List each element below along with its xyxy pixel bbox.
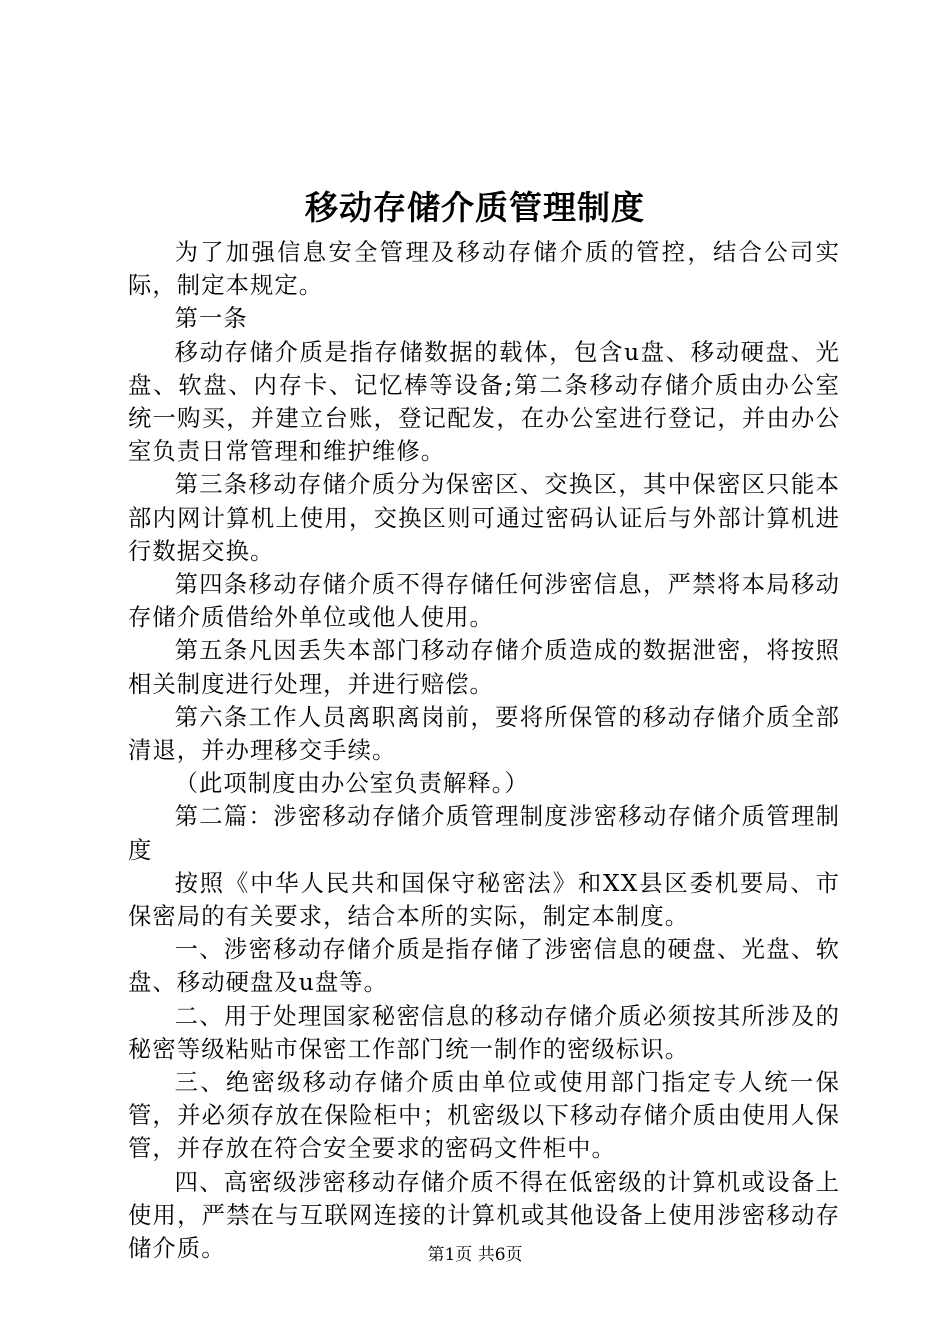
document-title: 移动存储介质管理制度	[305, 188, 645, 227]
paragraph: 二、用于处理国家秘密信息的移动存储介质必须按其所涉及的秘密等级粘贴市保密工作部门统一制作的密级标识。	[128, 1002, 840, 1063]
paragraph: 按照《中华人民共和国保守秘密法》和XX县区委机要局、市保密局的有关要求，结合本所的实际，制定本制度。	[128, 869, 840, 931]
paragraph: 一、涉密移动存储介质是指存储了涉密信息的硬盘、光盘、软盘、移动硬盘及u盘等。	[128, 936, 840, 997]
paragraph: 移动存储介质是指存储数据的载体，包含u盘、移动硬盘、光盘、软盘、内存卡、记忆棒等设备;第二条移动存储介质由办公室统一购买，并建立台账，登记配发，在办公室进行登记，并由办公室负责日常管理和维护维修。	[128, 338, 840, 466]
document-body	[128, 236, 840, 1265]
paragraph: 第三条移动存储介质分为保密区、交换区，其中保密区只能本部内网计算机上使用，交换区则可通过密码认证后与外部计算机进行数据交换。	[128, 471, 840, 565]
paragraph: （此项制度由办公室负责解释。）	[174, 770, 529, 798]
paragraph: 为了加强信息安全管理及移动存储介质的管控，结合公司实际，制定本规定。	[128, 239, 840, 300]
paragraph: 第五条凡因丢失本部门移动存储介质造成的数据泄密，将按照相关制度进行处理，并进行赔偿。	[128, 637, 840, 698]
paragraph: 第六条工作人员离职离岗前，要将所保管的移动存储介质全部清退，并办理移交手续。	[128, 703, 840, 765]
paragraph: 三、绝密级移动存储介质由单位或使用部门指定专人统一保管，并必须存放在保险柜中；机密级以下移动存储介质由使用人保管，并存放在符合安全要求的密码文件柜中。	[128, 1069, 840, 1163]
paragraph: 第二篇：涉密移动存储介质管理制度涉密移动存储介质管理制度	[128, 803, 840, 864]
paragraph: 四、高密级涉密移动存储介质不得在低密级的计算机或设备上使用，严禁在与互联网连接的计算机或其他设备上使用涉密移动存储介质。	[128, 1168, 840, 1263]
page-footer: 第1页 共6页	[427, 1245, 523, 1265]
paragraph: 第四条移动存储介质不得存储任何涉密信息，严禁将本局移动存储介质借给外单位或他人使用。	[128, 571, 840, 632]
paragraph: 第一条	[174, 305, 248, 333]
